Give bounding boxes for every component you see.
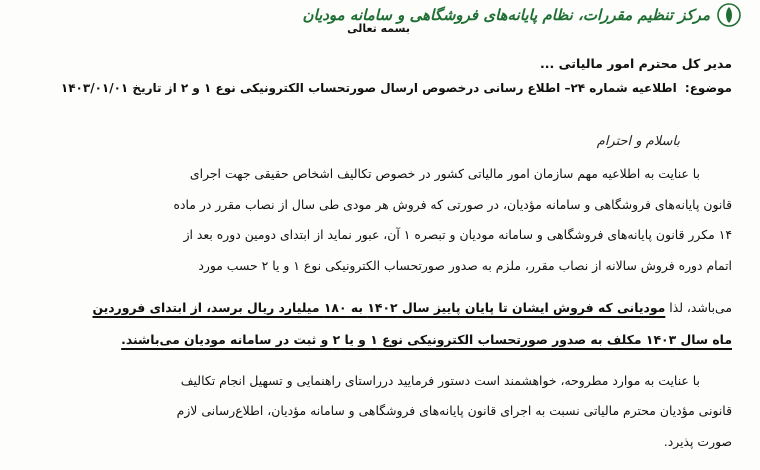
- para1-line6-emphasis: ماه سال ۱۴۰۳ مکلف به صدور صورتحساب الکترونیکی نوع ۱ و یا ۲ و ثبت در سامانه مودیان می‌باشند.: [121, 332, 732, 347]
- para1-line1: با عنایت به اطلاعیه مهم سازمان امور مالیاتی کشور در خصوص تکالیف اشخاص حقیقی جهت اجرای: [189, 166, 700, 181]
- subject-label: موضوع:: [684, 81, 732, 95]
- para1-line5: [40, 300, 732, 315]
- para1-line2: قانون پایانه‌های فروشگاهی و سامانه مؤدیان، در صورتی که فروش هر مودی طی سال از نصاب مقرر در ماده: [173, 197, 732, 212]
- para2-line1: با عنایت به موارد مطروحه، خواهشمند است دستور فرمایید درراستای راهنمایی و تسهیل انجام تکالیف: [180, 373, 700, 388]
- addressee: مدیر کل محترم امور مالیاتی ...: [540, 56, 732, 71]
- emblem-icon: [716, 2, 742, 28]
- para1-line3: ۱۴ مکرر قانون پایانه‌های فروشگاهی و سامانه مودیان و تبصره ۱ آن، عبور نماید از ابتدای دومین دوره بعد از: [183, 227, 732, 242]
- para1-line5-normal: می‌باشد، لذا: [669, 300, 732, 315]
- para2-line2: قانونی مؤدیان محترم مالیاتی نسبت به اجرای قانون پایانه‌های فروشگاهی و سامانه مؤدیان، اطلاع‌رسانی لازم: [176, 403, 732, 418]
- subject-text: اطلاعیه شماره ۲۴– اطلاع رسانی درخصوص ارسال صورتحساب الکترونیکی نوع ۱ و ۲ از تاریخ ۱۴۰۳/۰۱/۰۱: [60, 81, 677, 95]
- para1-line5-emphasis: مودیانی که فروش ایشان تا پایان پاییز سال ۱۴۰۲ به ۱۸۰ میلیارد ریال برسد، از ابتدای فروردین: [92, 300, 666, 315]
- subject-line: [61, 81, 732, 95]
- salutation: باسلام و احترام: [596, 134, 680, 149]
- para1-line4: اتمام دوره فروش سالانه از نصاب مقرر، ملزم به صدور صورتحساب الکترونیکی نوع ۱ و یا ۲ حسب مورد: [198, 258, 732, 273]
- para1-line6: [40, 332, 732, 347]
- para2-line3: صورت پذیرد.: [663, 434, 732, 449]
- org-name: مرکز تنظیم مقررات، نظام پایانه‌های فروشگاهی و سامانه مودیان: [302, 6, 710, 24]
- basmala: بسمه تعالی: [347, 22, 410, 35]
